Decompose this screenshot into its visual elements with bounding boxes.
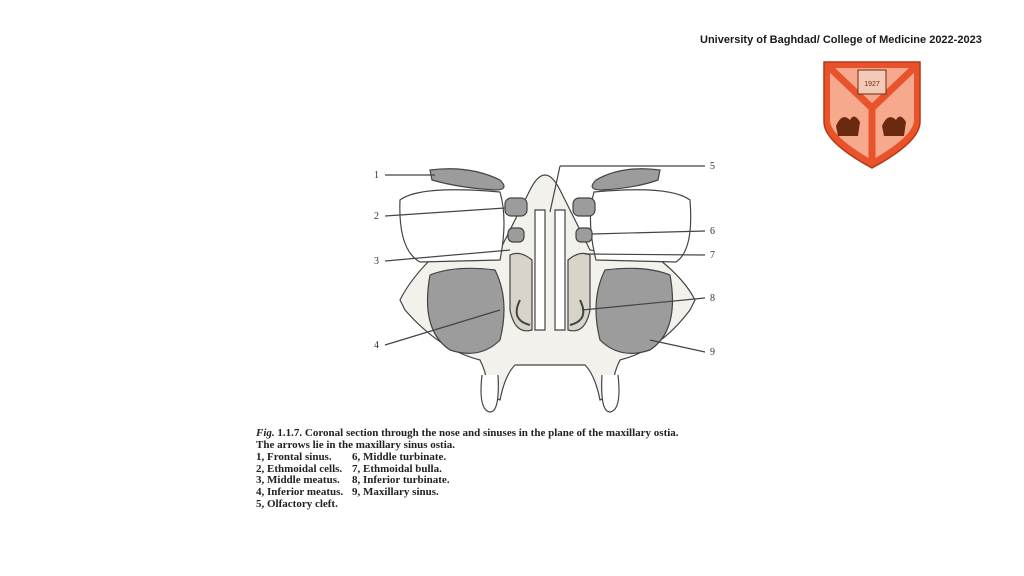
fig-subtitle: The arrows lie in the maxillary sinus ostia. — [256, 438, 456, 451]
coronal-section-diagram — [360, 150, 740, 425]
legend-item: 8, Inferior turbinate. — [352, 474, 450, 487]
fig-number: 1.1.7. — [277, 427, 303, 439]
diagram-label: 5 — [710, 161, 715, 172]
legend-item: 1, Frontal sinus. — [256, 451, 332, 464]
legend-item: 9, Maxillary sinus. — [352, 485, 439, 498]
diagram-label: 1 — [374, 170, 379, 181]
diagram-label: 9 — [710, 347, 715, 358]
diagram-label: 4 — [374, 340, 379, 351]
fig-label: Fig. — [256, 427, 275, 439]
institution-header: University of Baghdad/ College of Medicine 2022-2023 — [700, 34, 982, 46]
diagram-label: 6 — [710, 226, 715, 237]
svg-text:1927: 1927 — [864, 81, 880, 88]
legend — [256, 452, 796, 510]
diagram-label: 2 — [374, 211, 379, 222]
legend-item: 5, Olfactory cleft. — [256, 497, 338, 510]
university-crest-icon — [820, 56, 924, 170]
diagram-label: 7 — [710, 250, 715, 261]
legend-item: 4, Inferior meatus. — [256, 485, 344, 498]
legend-item: 2, Ethmoidal cells. — [256, 462, 343, 475]
legend-item: 6, Middle turbinate. — [352, 451, 447, 464]
legend-item: 7, Ethmoidal bulla. — [352, 462, 442, 475]
fig-title: Coronal section through the nose and sinuses in the plane of the maxillary ostia. — [304, 427, 679, 439]
figure-caption — [256, 428, 796, 510]
diagram-label: 8 — [710, 293, 715, 304]
legend-item: 3, Middle meatus. — [256, 474, 340, 487]
diagram-label: 3 — [374, 256, 379, 267]
